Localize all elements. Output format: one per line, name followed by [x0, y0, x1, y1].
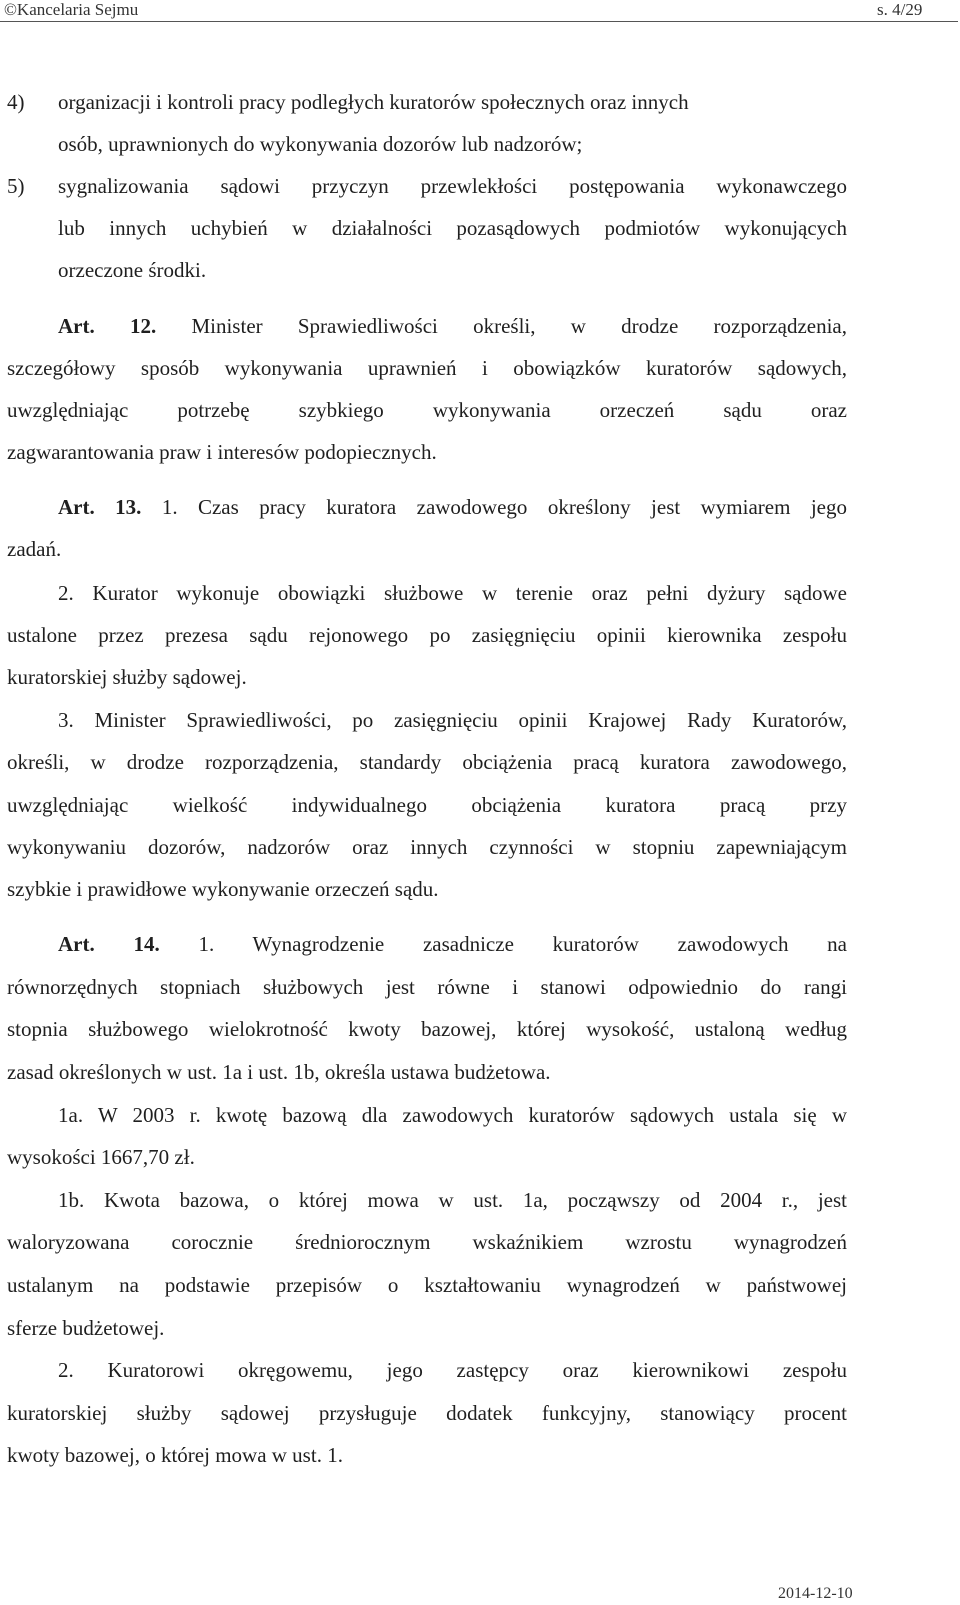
art-12-line-3: uwzględniając potrzebę szybkiego wykonywania orzeczeń sądu oraz — [7, 398, 847, 422]
art-14-p1b-line-1: 1b. Kwota bazowa, o której mowa w ust. 1a, począwszy od 2004 r., jest — [58, 1188, 847, 1212]
art-12-line-4: zagwarantowania praw i interesów podopiecznych. — [7, 440, 437, 464]
header-page-number: s. 4/29 — [877, 0, 923, 19]
art-14-label: Art. 14. — [58, 932, 160, 956]
art-14-p1a-line-2: wysokości 1667,70 zł. — [7, 1145, 195, 1169]
art-13-p2-line-3: kuratorskiej służby sądowej. — [7, 665, 247, 689]
art-12-line-2: szczegółowy sposób wykonywania uprawnień i obowiązków kuratorów sądowych, — [7, 356, 847, 380]
art-13-p3-line-1: 3. Minister Sprawiedliwości, po zasięgnięciu opinii Krajowej Rady Kuratorów, — [58, 708, 847, 732]
item-5-line-3: orzeczone środki. — [58, 258, 207, 282]
footer-date: 2014-12-10 — [778, 1585, 853, 1602]
art-13-p1-line-2: zadań. — [7, 537, 62, 561]
art-12-line-1 — [58, 312, 847, 340]
item-4-line-2: osób, uprawnionych do wykonywania dozorów lub nadzorów; — [58, 132, 583, 156]
art-14-line-1 — [58, 930, 847, 958]
art-14-p1-text: 1. Wynagrodzenie zasadnicze kuratorów zawodowych na — [198, 932, 847, 956]
art-14-p1-line-2: równorzędnych stopniach służbowych jest równe i stanowi odpowiednio do rangi — [7, 975, 847, 999]
art-14-p1a-line-1: 1a. W 2003 r. kwotę bazową dla zawodowych kuratorów sądowych ustala się w — [58, 1103, 847, 1127]
item-4-number: 4) — [7, 90, 25, 114]
art-13-label: Art. 13. — [58, 495, 142, 519]
art-13-p3-line-3: uwzględniając wielkość indywidualnego obciążenia kuratora pracą przy — [7, 793, 847, 817]
header-copyright: ©Kancelaria Sejmu — [4, 0, 139, 19]
item-5-line-2: lub innych uchybień w działalności pozasądowych podmiotów wykonujących — [58, 216, 847, 240]
art-14-p1b-line-2: waloryzowana corocznie średniorocznym wskaźnikiem wzrostu wynagrodzeń — [7, 1230, 847, 1254]
art-12-label: Art. 12. — [58, 314, 157, 338]
art-14-p1-line-3: stopnia służbowego wielokrotność kwoty bazowej, której wysokość, ustaloną według — [7, 1017, 847, 1041]
art-13-p2-line-1: 2. Kurator wykonuje obowiązki służbowe w terenie oraz pełni dyżury sądowe — [58, 581, 847, 605]
item-4-line-1: organizacji i kontroli pracy podległych kuratorów społecznych oraz innych — [58, 90, 689, 114]
item-5-number: 5) — [7, 174, 25, 198]
header-rule — [0, 21, 958, 22]
art-14-p2-line-2: kuratorskiej służby sądowej przysługuje dodatek funkcyjny, stanowiący procent — [7, 1401, 847, 1425]
art-13-p3-line-2: określi, w drodze rozporządzenia, standardy obciążenia pracą kuratora zawodowego, — [7, 750, 847, 774]
art-14-p1b-line-4: sferze budżetowej. — [7, 1316, 165, 1340]
art-13-p1-text: 1. Czas pracy kuratora zawodowego określony jest wymiarem jego — [161, 495, 848, 519]
art-13-p2-line-2: ustalone przez prezesa sądu rejonowego po zasięgnięciu opinii kierownika zespołu — [7, 623, 847, 647]
art-12-text-1: Minister Sprawiedliwości określi, w drodze rozporządzenia, — [191, 314, 848, 338]
art-13-p3-line-5: szybkie i prawidłowe wykonywanie orzeczeń sądu. — [7, 877, 439, 901]
art-14-p1-line-4: zasad określonych w ust. 1a i ust. 1b, określa ustawa budżetowa. — [7, 1060, 551, 1084]
art-14-p1b-line-3: ustalanym na podstawie przepisów o kształtowaniu wynagrodzeń w państwowej — [7, 1273, 847, 1297]
art-14-p2-line-1: 2. Kuratorowi okręgowemu, jego zastępcy oraz kierownikowi zespołu — [58, 1358, 847, 1382]
art-13-p3-line-4: wykonywaniu dozorów, nadzorów oraz innych czynności w stopniu zapewniającym — [7, 835, 847, 859]
item-5-line-1: sygnalizowania sądowi przyczyn przewlekłości postępowania wykonawczego — [58, 174, 847, 198]
art-13-line-1 — [58, 493, 847, 521]
art-14-p2-line-3: kwoty bazowej, o której mowa w ust. 1. — [7, 1443, 343, 1467]
